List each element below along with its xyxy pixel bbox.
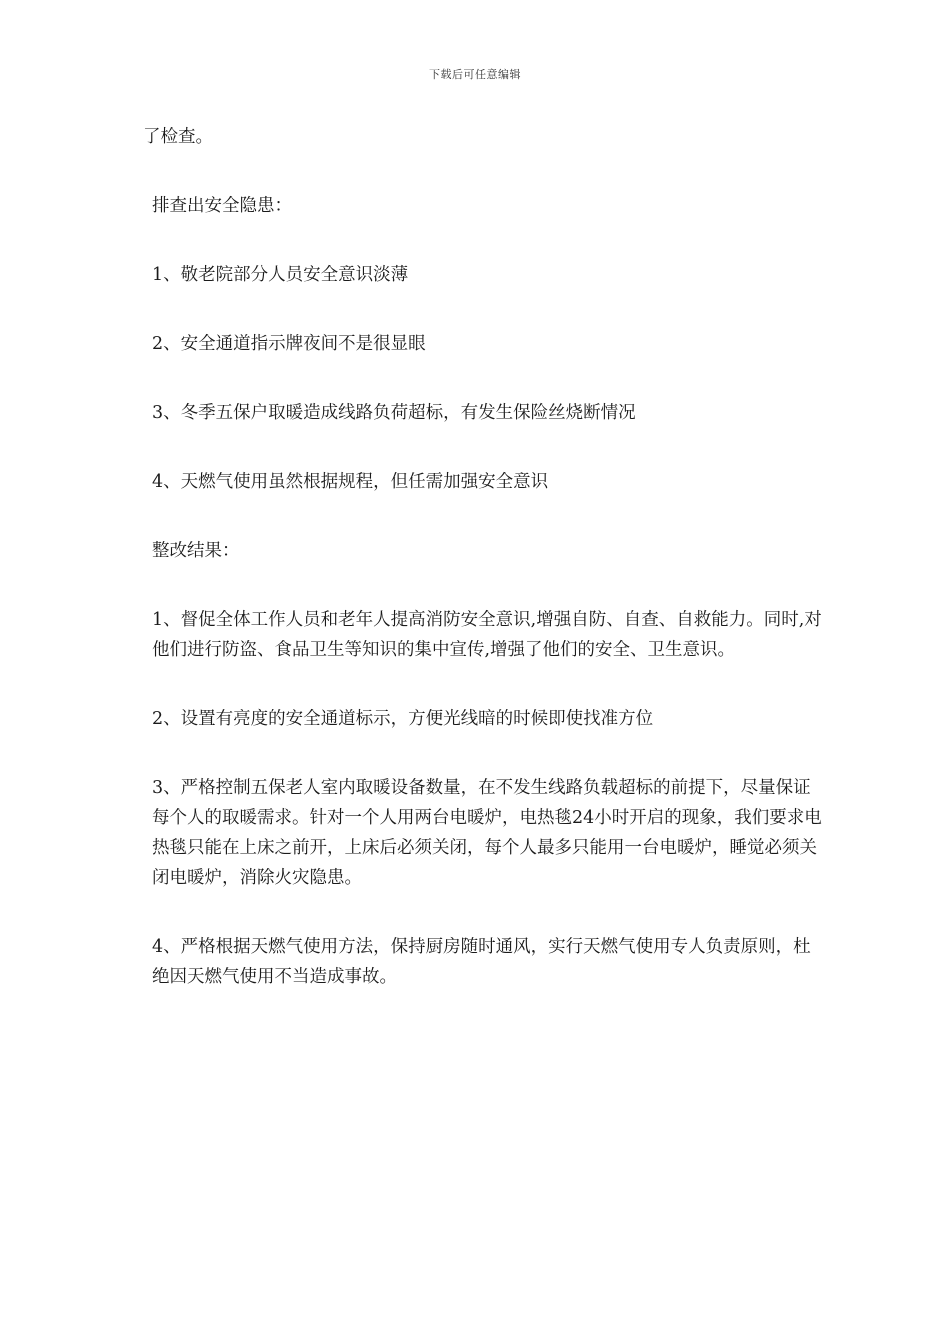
result-item-2: 2、设置有亮度的安全通道标示，方便光线暗的时候即使找准方位 [152,709,654,729]
result-item-1: 1、督促全体工作人员和老年人提高消防安全意识,增强自防、自查、自救能力。同时,对他们进行防盗、食品卫生等知识的集中宣传,增强了他们的安全、卫生意识。 [152,610,822,660]
hazard-item-2: 2、安全通道指示牌夜间不是很显眼 [152,334,426,354]
hazard-item-1: 1、敬老院部分人员安全意识淡薄 [152,265,409,285]
paragraph-intro: 了检查。 [143,127,213,147]
document-body [143,122,823,1031]
section-heading-hazards: 排查出安全隐患： [152,196,292,216]
result-item-4: 4、严格根据天燃气使用方法，保持厨房随时通风，实行天燃气使用专人负责原则，杜绝因天燃气使用不当造成事故。 [152,937,811,987]
hazard-item-3: 3、冬季五保户取暖造成线路负荷超标，有发生保险丝烧断情况 [152,403,636,423]
result-item-3: 3、严格控制五保老人室内取暖设备数量，在不发生线路负载超标的前提下，尽量保证每个人的取暖需求。针对一个人用两台电暖炉，电热毯24小时开启的现象，我们要求电热毯只能在上床之前开，上床后必须关闭，每个人最多只能用一台电暖炉，睡觉必须关闭电暖炉，消除火灾隐患。 [152,778,822,888]
header-note: 下载后可任意编辑 [429,68,521,81]
section-heading-results: 整改结果： [152,541,240,561]
hazard-item-4: 4、天燃气使用虽然根据规程，但任需加强安全意识 [152,472,549,492]
